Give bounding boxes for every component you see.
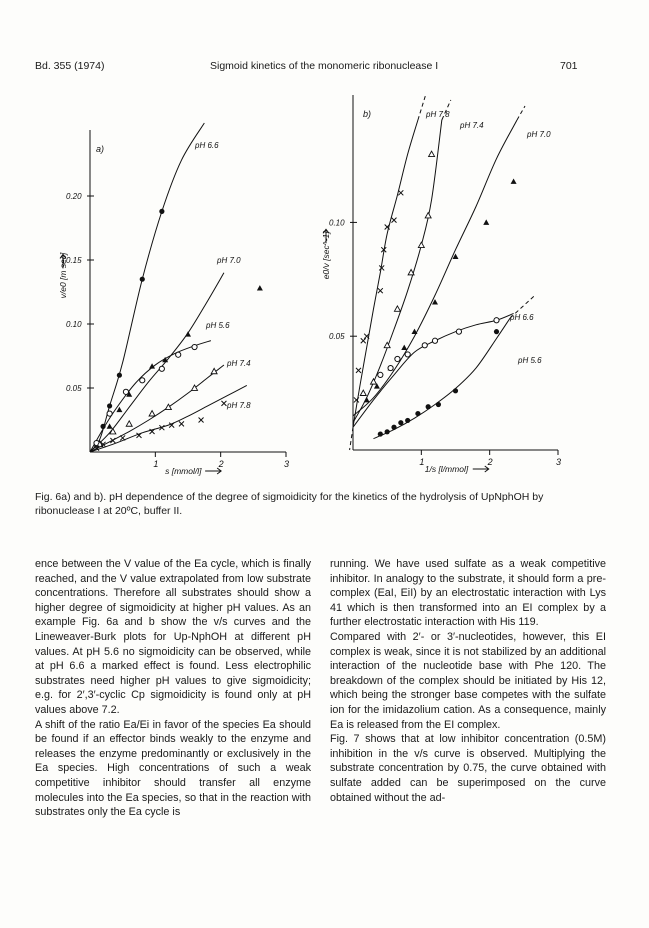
data-point	[391, 425, 396, 430]
x-tick-label: 1	[153, 459, 159, 469]
series-label: pH 7.4	[460, 121, 484, 130]
data-point	[385, 429, 390, 434]
data-point	[418, 242, 424, 247]
data-point	[425, 213, 431, 218]
y-tick-label: 0.10	[329, 218, 345, 228]
series-curve	[353, 120, 418, 427]
data-point	[117, 373, 122, 378]
series-extrapolation	[418, 94, 426, 120]
paragraph: A shift of the ratio Ea/Ei in favor of the species Ea should be found if an effector binds weakly to the enzyme and releases the enzyme predominantly or exclusively in the Ea species. High concentrations of such a weak competitive inhibitor should transfer all enzyme molecules into the Ea species, so that in the reaction with substrates only the Ea cycle is	[35, 718, 311, 819]
data-point	[356, 368, 361, 373]
running-header-left: Bd. 355 (1974)	[35, 60, 105, 72]
running-header-title: Sigmoid kinetics of the monomeric ribonuclease I	[210, 60, 439, 72]
paragraph: Fig. 7 shows that at low inhibitor concentration (0.5M) inhibition in the v/s curve is observed. Multiplying the substrate concentration by 0.75, the curve obtained with sulfate added can be superimposed on the curve obtained without the ad-	[330, 733, 606, 804]
data-point	[257, 285, 263, 290]
data-point	[378, 288, 383, 293]
x-tick-label: 3	[556, 457, 562, 467]
x-tick-label: 2	[218, 459, 224, 469]
data-point	[494, 318, 499, 323]
data-point	[415, 411, 420, 416]
data-point	[361, 338, 366, 343]
series-label: pH 5.6	[518, 356, 542, 365]
data-point	[426, 404, 431, 409]
figure-caption: Fig. 6a) and b). pH dependence of the degree of sigmoidicity for the kinetics of the hydrolysis of UpNphOH by ribonuclease I at 20ºC, buffer II.	[35, 491, 544, 517]
figure-6a-chart	[30, 100, 300, 480]
data-point	[165, 404, 171, 409]
data-point	[483, 219, 489, 224]
data-point	[179, 421, 184, 426]
data-point	[453, 388, 458, 393]
data-point	[123, 389, 128, 394]
x-axis-arrow	[205, 468, 221, 474]
data-point	[371, 379, 377, 384]
page-number: 701	[560, 60, 578, 72]
y-tick-label: 0.10	[66, 320, 82, 329]
panel-label: b)	[363, 109, 372, 119]
series-extrapolation	[517, 106, 525, 120]
series-curve	[90, 385, 247, 452]
x-tick-label: 3	[284, 459, 290, 469]
data-point	[140, 378, 145, 383]
series-curve	[90, 123, 204, 452]
data-point	[398, 420, 403, 425]
series-label: pH 7.0	[527, 130, 551, 139]
data-point	[159, 366, 164, 371]
x-axis-arrow	[473, 466, 489, 472]
data-point	[126, 421, 132, 426]
series-label: pH 6.6	[510, 313, 534, 322]
x-axis-label: 1/s [l/mmol]	[424, 464, 469, 474]
series-label: pH 7.8	[227, 401, 251, 410]
data-point	[394, 306, 400, 311]
data-point	[436, 402, 441, 407]
body-column-left	[35, 557, 311, 820]
data-point	[149, 411, 155, 416]
data-point	[405, 418, 410, 423]
body-column-right	[330, 557, 606, 805]
data-point	[176, 352, 181, 357]
series-curve	[374, 318, 511, 439]
series-extrapolation	[350, 427, 353, 450]
data-point	[395, 356, 400, 361]
x-axis-label: s [mmol/l]	[165, 466, 202, 476]
y-tick-label: 0.15	[66, 256, 82, 265]
x-tick-label: 1	[419, 457, 425, 467]
data-point	[398, 190, 403, 195]
data-point	[107, 423, 113, 428]
data-point	[140, 277, 145, 282]
data-point	[432, 338, 437, 343]
data-point	[401, 345, 407, 350]
series-curve	[90, 365, 224, 452]
series-label: pH 7.0	[217, 256, 241, 265]
y-tick-label: 0.05	[329, 332, 345, 342]
data-point	[107, 411, 112, 416]
data-point	[364, 397, 370, 402]
data-point	[360, 390, 366, 395]
data-point	[354, 397, 359, 402]
paragraph: ence between the V value of the Ea cycle, which is finally reached, and the V value extrapolated from low substrate concentrations. Therefore all substrates should show a higher degree of sigmoidicity at higher pH values. As an example Fig. 6a and b show the v/s curves and the Lineweaver-Burk plots for Up-NphOH at different pH values. At pH 5.6 no sigmoidicity can be observed, while at pH 6.6 a marked effect is found. Less electrophilic substrates need higher pH values to give sigmoidicity; e.g. for 2′,3′-cyclic Cp sigmoidicity is found only at pH values above 7.2.	[35, 558, 311, 716]
figure-6b-chart	[305, 85, 605, 485]
data-point	[378, 431, 383, 436]
data-point	[422, 343, 427, 348]
y-axis-label: v/e0 [m sec]	[58, 252, 68, 299]
data-point	[405, 352, 410, 357]
data-point	[429, 151, 435, 156]
data-point	[221, 401, 226, 406]
y-tick-label: 0.05	[66, 384, 82, 393]
panel-label: a)	[96, 144, 105, 154]
series-curve	[353, 313, 514, 427]
y-axis-label: e0/v [sec^-1]	[321, 231, 331, 280]
series-label: pH 5.6	[206, 321, 230, 330]
series-label: pH 7.8	[426, 110, 450, 119]
data-point	[388, 365, 393, 370]
data-point	[392, 218, 397, 223]
data-point	[199, 418, 204, 423]
data-point	[120, 435, 125, 440]
data-point	[494, 329, 499, 334]
data-point	[107, 403, 112, 408]
data-point	[511, 178, 517, 183]
series-curve	[90, 341, 211, 452]
series-label: pH 7.4	[227, 359, 251, 368]
data-point	[185, 331, 191, 336]
y-tick-label: 0.20	[66, 192, 82, 201]
paragraph: running. We have used sulfate as a weak competitive inhibitor. In analogy to the substrate, it should form a pre-complex (EaI, EiI) by an electrostatic interaction with Lys 41 which is then transformed into an EI complex by a further electrostatic interaction with His 119.	[330, 558, 606, 629]
data-point	[378, 372, 383, 377]
x-tick-label: 2	[487, 457, 493, 467]
paragraph: Compared with 2′- or 3′-nucleotides, however, this EI complex is weak, since it is not stabilized by an additional interaction of the nucleotide base with Phe 120. The breakdown of the complex should be initiated by His 12, which being the stronger base competes with the sulfate ion for the imidazolium cation. As a consequence, mainly Ea is released from the EI complex.	[330, 630, 606, 731]
series-label: pH 6.6	[195, 141, 219, 150]
series-curve	[353, 120, 442, 423]
data-point	[159, 209, 164, 214]
data-point	[192, 344, 197, 349]
data-point	[456, 329, 461, 334]
